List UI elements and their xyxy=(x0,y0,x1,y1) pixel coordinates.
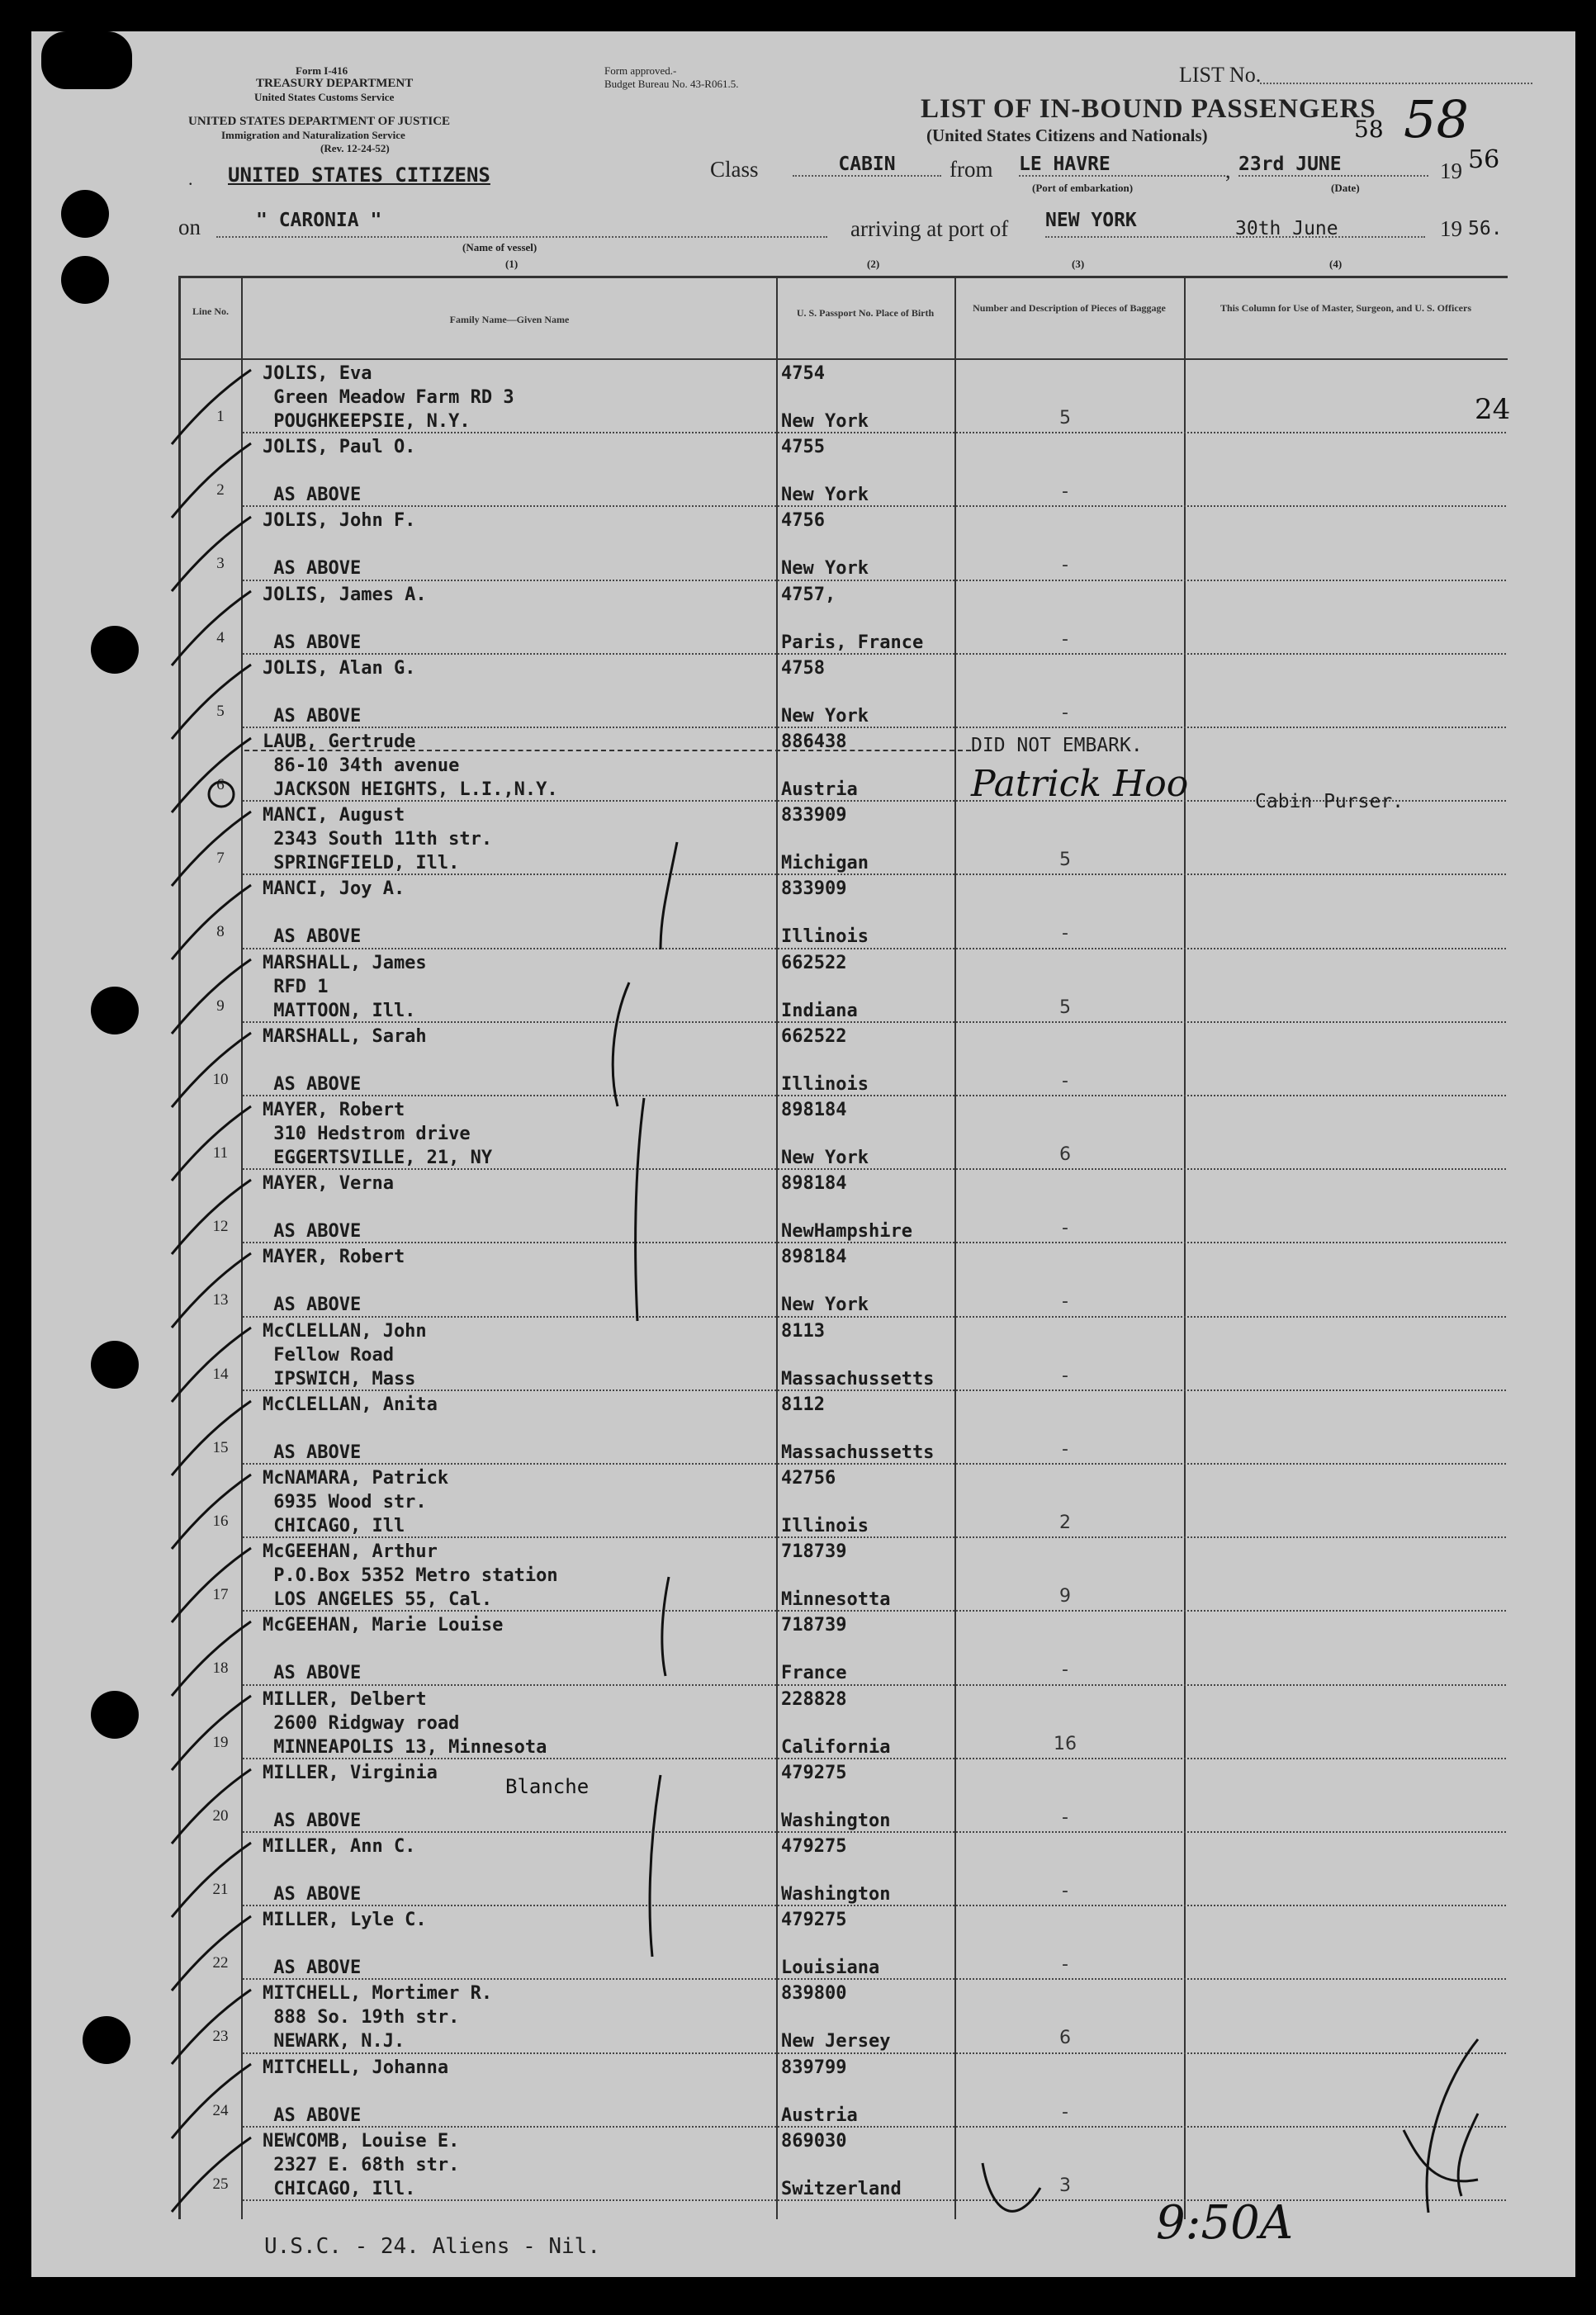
table-top-rule xyxy=(178,276,1508,278)
row-passenger-name: MARSHALL, James RFD 1 MATTOON, Ill. xyxy=(263,952,427,1021)
row-passport-birthplace: 479275 Louisiana xyxy=(781,1910,880,1979)
row-baggage: - xyxy=(1062,1070,1068,1091)
row-passenger-name: MANCI, August 2343 South 11th str. SPRINGFIELD, Ill. xyxy=(263,805,493,874)
header-line-no: Line No. xyxy=(192,305,229,317)
row-baggage: - xyxy=(1062,1954,1068,1976)
checkmark-icon xyxy=(162,1913,261,1995)
row-line-number: 16 xyxy=(212,1513,229,1530)
row-baggage: 9 xyxy=(1059,1586,1071,1607)
checkmark-icon xyxy=(162,735,261,817)
row-passenger-name: MARSHALL, Sarah AS ABOVE xyxy=(263,1025,427,1095)
row-passenger-name: MILLER, Ann C. AS ABOVE xyxy=(263,1836,416,1905)
row-passport-birthplace: 42756 Illinois xyxy=(781,1468,869,1536)
row-rule xyxy=(243,948,1506,949)
handwritten-page-large: 58 xyxy=(1404,89,1469,149)
row-baggage: - xyxy=(1062,1365,1068,1386)
col-index-1: (1) xyxy=(505,258,519,270)
row-passenger-name: McNAMARA, Patrick 6935 Wood str. CHICAGO, Ill xyxy=(263,1468,449,1536)
row-passport-birthplace: 898184 New York xyxy=(781,1247,869,1316)
revision: (Rev. 12-24-52) xyxy=(320,142,390,154)
row-passport-birthplace: 4755 New York xyxy=(781,437,869,506)
row-passport-birthplace: 479275 Washington xyxy=(781,1762,891,1831)
checkmark-icon xyxy=(162,367,261,449)
form-number: Form I-416 xyxy=(296,64,348,77)
row-rule xyxy=(243,1316,1506,1318)
row-passenger-name: MILLER, Delbert 2600 Ridgway road MINNEAPOLIS 13, Minnesota xyxy=(263,1688,547,1758)
embarkation-date: 23rd JUNE xyxy=(1238,154,1428,177)
row-baggage: 16 xyxy=(1054,1733,1077,1754)
header-officers: This Column for Use of Master, Surgeon, and U. S. Officers xyxy=(1219,302,1471,314)
row-line-number: 15 xyxy=(212,1438,229,1456)
row-baggage: - xyxy=(1062,1438,1068,1460)
row-passport-birthplace: 718739 France xyxy=(781,1615,847,1684)
form-approved: Form approved.- xyxy=(604,64,677,77)
row-passport-birthplace: 869030 Switzerland xyxy=(781,2130,902,2199)
row-baggage: - xyxy=(1062,702,1068,723)
arriving-label: arriving at port of xyxy=(850,216,1009,241)
page-title: LIST OF IN-BOUND PASSENGERS xyxy=(921,94,1376,124)
row-passenger-name: JOLIS, John F. AS ABOVE xyxy=(263,510,416,580)
checkmark-icon xyxy=(162,1692,261,1775)
row-passport-birthplace: 898184 NewHampshire xyxy=(781,1173,912,1243)
row-line-number: 2 xyxy=(216,481,225,499)
col-rule-baggage xyxy=(1184,276,1186,2219)
row-line-number: 14 xyxy=(212,1365,229,1383)
did-not-embark: DID NOT EMBARK. xyxy=(971,735,1143,756)
page-subtitle: (United States Citizens and Nationals) xyxy=(926,125,1208,145)
punch-hole xyxy=(91,987,139,1034)
row-line-number: 21 xyxy=(212,1881,229,1898)
list-no-label: LIST No. xyxy=(1179,63,1262,87)
cabin-purser: Cabin Purser. xyxy=(1255,791,1404,812)
class-label: Class xyxy=(710,157,759,182)
row-baggage: - xyxy=(1062,1881,1068,1901)
row-line-number: 6 xyxy=(216,776,225,793)
row-baggage: - xyxy=(1062,628,1068,650)
customs-service: United States Customs Service xyxy=(254,91,395,103)
row-passport-birthplace: 662522 Illinois xyxy=(781,1025,869,1095)
row-passport-birthplace: 839799 Austria xyxy=(781,2057,858,2126)
row-passport-birthplace: 718739 Minnesotta xyxy=(781,1541,891,1611)
header-bottom-rule xyxy=(178,358,1508,360)
row-baggage: 5 xyxy=(1059,850,1071,871)
handwritten-page-small: 58 xyxy=(1354,116,1384,143)
count-24: 24 xyxy=(1475,393,1511,426)
on-label: on xyxy=(178,215,201,239)
row-passport-birthplace: 4754 New York xyxy=(781,363,869,432)
row-passenger-name: McCLELLAN, John Fellow Road IPSWICH, Mass xyxy=(263,1320,427,1389)
justice-dept: UNITED STATES DEPARTMENT OF JUSTICE xyxy=(188,115,451,128)
punch-hole xyxy=(41,31,132,89)
time-note: 9:50A xyxy=(1156,2196,1294,2250)
checkmark-icon xyxy=(162,1471,261,1554)
row-line-number: 12 xyxy=(212,1218,229,1236)
header-passport: U. S. Passport No. Place of Birth xyxy=(796,307,935,319)
row-line-number: 1 xyxy=(216,408,225,425)
checkmark-icon xyxy=(162,1766,261,1849)
footer-summary: U.S.C. - 24. Aliens - Nil. xyxy=(264,2234,600,2259)
middle-name-blanche: Blanche xyxy=(505,1775,590,1798)
row-line-number: 24 xyxy=(212,2101,229,2119)
row-line-number: 13 xyxy=(212,1291,229,1309)
row-baggage: - xyxy=(1062,1218,1068,1239)
list-no-line xyxy=(1260,83,1532,84)
row-rule xyxy=(243,1021,1506,1023)
checkmark-icon xyxy=(162,1986,261,2069)
col-rule-name xyxy=(776,276,778,2219)
checkmark-icon xyxy=(162,1250,261,1333)
row-baggage: - xyxy=(1062,1291,1068,1313)
arrival-year: 56. xyxy=(1468,218,1503,239)
arrival-date: 30th June xyxy=(1235,218,1338,239)
bullet-mark: . xyxy=(188,168,193,189)
checkmark-icon xyxy=(162,1324,261,1407)
row-passport-birthplace: 898184 New York xyxy=(781,1100,869,1168)
row-passenger-name: NEWCOMB, Louise E. 2327 E. 68th str. CHICAGO, Ill. xyxy=(263,2130,460,2199)
row-passport-birthplace: 839800 New Jersey xyxy=(781,1983,891,2052)
row-passenger-name: McGEEHAN, Arthur P.O.Box 5352 Metro station LOS ANGELES 55, Cal. xyxy=(263,1541,558,1611)
row-baggage: 5 xyxy=(1059,408,1071,428)
row-baggage: - xyxy=(1062,1806,1068,1828)
row-passport-birthplace: 4758 New York xyxy=(781,657,869,727)
punch-hole xyxy=(91,1341,139,1389)
row-passport-birthplace: 4756 New York xyxy=(781,510,869,580)
row-passenger-name: MAYER, Robert 310 Hedstrom drive EGGERTSVILLE, 21, NY xyxy=(263,1100,493,1168)
row-line-number: 20 xyxy=(212,1806,229,1825)
row-baggage: - xyxy=(1062,1659,1068,1681)
row-passenger-name: MANCI, Joy A. AS ABOVE xyxy=(263,878,405,948)
date-caption: (Date) xyxy=(1331,182,1360,194)
row-rule xyxy=(243,1095,1506,1096)
header-name: Family Name—Given Name xyxy=(449,314,570,325)
arrival-year-prefix: 19 xyxy=(1440,216,1462,241)
from-label: from xyxy=(950,157,993,182)
row-rule xyxy=(243,505,1506,507)
row-passenger-name: JOLIS, Alan G. AS ABOVE xyxy=(263,657,416,727)
punch-hole xyxy=(91,1691,139,1739)
row-passport-birthplace: 833909 Michigan xyxy=(781,805,869,874)
checkmark-icon xyxy=(162,1618,261,1701)
ins-service: Immigration and Naturalization Service xyxy=(221,129,405,141)
checkmark-icon xyxy=(162,588,261,670)
row-passport-birthplace: 479275 Washington xyxy=(781,1836,891,1905)
row-baggage: 5 xyxy=(1059,997,1071,1018)
row-rule xyxy=(243,727,1506,728)
row-baggage: 3 xyxy=(1059,2175,1071,2196)
citizens-stamp: UNITED STATES CITIZENS xyxy=(228,163,490,187)
row-line-number: 5 xyxy=(216,702,225,720)
budget-bureau: Budget Bureau No. 43-R061.5. xyxy=(604,78,739,90)
row-line-number: 10 xyxy=(212,1070,229,1088)
row-line-number: 4 xyxy=(216,628,225,646)
row-passenger-name: McCLELLAN, Anita AS ABOVE xyxy=(263,1394,438,1463)
punch-hole xyxy=(61,256,109,304)
treasury-dept: TREASURY DEPARTMENT xyxy=(256,77,414,90)
checkmark-icon xyxy=(162,1839,261,1922)
row-line-number: 22 xyxy=(212,1954,229,1972)
row-baggage: 6 xyxy=(1059,2028,1071,2049)
row-baggage: - xyxy=(1062,555,1068,576)
row-passenger-name: MILLER, Virginia AS ABOVE xyxy=(263,1762,438,1831)
vessel-caption: (Name of vessel) xyxy=(462,241,538,253)
checkmark-icon xyxy=(162,808,261,891)
checkmark-icon xyxy=(162,514,261,596)
year-prefix: 19 xyxy=(1440,159,1462,183)
row-line-number: 17 xyxy=(212,1586,229,1604)
header-baggage: Number and Description of Pieces of Baggage xyxy=(973,302,1166,314)
row-line-number: 8 xyxy=(216,923,225,941)
year-value: 56 xyxy=(1468,145,1500,174)
row-rule xyxy=(243,580,1506,581)
row-passenger-name: JOLIS, Paul O. AS ABOVE xyxy=(263,437,416,506)
col-index-4: (4) xyxy=(1329,258,1343,270)
row-passenger-name: JOLIS, Eva Green Meadow Farm RD 3 POUGHKEEPSIE, N.Y. xyxy=(263,363,514,432)
checkmark-icon xyxy=(162,440,261,523)
checkmark-icon xyxy=(162,2061,261,2143)
row-baggage: - xyxy=(1062,2101,1068,2123)
checkmark-icon xyxy=(162,1398,261,1480)
row-line-number: 18 xyxy=(212,1659,229,1678)
row-passport-birthplace: 4757, Paris, France xyxy=(781,584,924,653)
row-line-number: 9 xyxy=(216,997,225,1015)
row-passport-birthplace: 833909 Illinois xyxy=(781,878,869,948)
col-index-2: (2) xyxy=(867,258,880,270)
punch-hole xyxy=(61,190,109,238)
row-passport-birthplace: 8113 Massachussetts xyxy=(781,1320,935,1389)
row-passenger-name: LAUB, Gertrude 86-10 34th avenue JACKSON HEIGHTS, L.I.,N.Y. xyxy=(263,731,558,800)
checkmark-icon xyxy=(162,1030,261,1112)
punch-hole xyxy=(91,626,139,674)
row-passenger-name: MAYER, Robert AS ABOVE xyxy=(263,1247,405,1316)
row-baggage: - xyxy=(1062,923,1068,944)
col-index-3: (3) xyxy=(1072,258,1085,270)
row-baggage: - xyxy=(1062,481,1068,503)
row-baggage: 2 xyxy=(1059,1513,1071,1533)
checkmark-icon xyxy=(162,2134,261,2217)
row-passenger-name: MITCHELL, Mortimer R. 888 So. 19th str. NEWARK, N.J. xyxy=(263,1983,493,2052)
arrival-port: NEW YORK xyxy=(1045,210,1137,231)
row-passport-birthplace: 662522 Indiana xyxy=(781,952,858,1021)
checkmark-icon xyxy=(162,956,261,1039)
row-passport-birthplace: 228828 California xyxy=(781,1688,891,1758)
row-passport-birthplace: 8112 Massachussetts xyxy=(781,1394,935,1463)
did-not-embark-rule xyxy=(244,750,971,751)
col-rule-passport xyxy=(954,276,956,2219)
comma: , xyxy=(1225,159,1231,182)
row-line-number: 23 xyxy=(212,2028,229,2046)
checkmark-icon xyxy=(162,661,261,744)
row-passenger-name: MITCHELL, Johanna AS ABOVE xyxy=(263,2057,449,2126)
class-value: CABIN xyxy=(793,154,941,177)
vessel-name: " CARONIA " xyxy=(256,210,382,231)
row-baggage: 6 xyxy=(1059,1144,1071,1165)
row-passenger-name: McGEEHAN, Marie Louise AS ABOVE xyxy=(263,1615,504,1684)
row-passport-birthplace: 886438 Austria xyxy=(781,731,858,800)
port-of-embarkation: LE HAVRE xyxy=(1019,154,1225,177)
row-passenger-name: MILLER, Lyle C. AS ABOVE xyxy=(263,1910,427,1979)
row-line-number: 11 xyxy=(212,1144,229,1162)
punch-hole xyxy=(83,2016,130,2064)
row-passenger-name: JOLIS, James A. AS ABOVE xyxy=(263,584,427,653)
port-caption: (Port of embarkation) xyxy=(1032,182,1134,194)
checkmark-icon xyxy=(162,1176,261,1259)
row-line-number: 3 xyxy=(216,555,225,573)
checkmark-icon xyxy=(162,1545,261,1627)
row-line-number: 25 xyxy=(212,2175,229,2193)
vessel-line xyxy=(216,236,827,238)
checkmark-icon xyxy=(162,1103,261,1186)
row-line-number: 19 xyxy=(212,1733,229,1751)
checkmark-icon xyxy=(162,882,261,964)
row-line-number: 7 xyxy=(216,850,225,868)
purser-signature: Patrick Hoo xyxy=(971,763,1189,805)
row-passenger-name: MAYER, Verna AS ABOVE xyxy=(263,1173,394,1243)
